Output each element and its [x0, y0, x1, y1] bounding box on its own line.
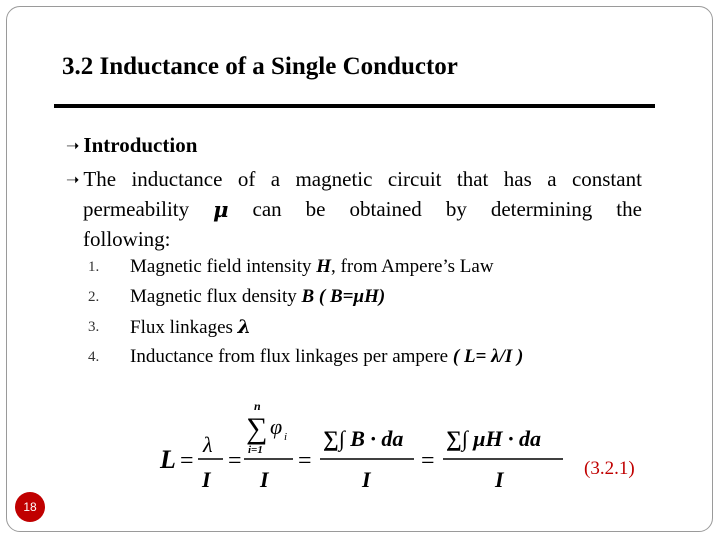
bullet-inductance-description — [66, 165, 642, 254]
bullet-word: constant — [571, 167, 642, 191]
eq-muH-da: ∑∫ μH · da — [446, 426, 542, 451]
bullet-word: has — [503, 167, 532, 191]
equation-number: (3.2.1) — [584, 458, 635, 479]
eq-lambda: λ — [203, 432, 213, 457]
bullet-word: a — [270, 167, 281, 191]
bullet-word: ➝ The — [66, 167, 117, 191]
step-number: 1. — [88, 259, 100, 275]
step-text: Flux linkages — [130, 317, 238, 338]
eq-phi: φ — [270, 414, 283, 439]
eq-L: L — [160, 445, 176, 474]
step-text: Magnetic field intensity — [130, 256, 317, 277]
step-text: Inductance from flux linkages per ampere — [130, 346, 453, 367]
eq-sum-upper: n — [254, 399, 261, 413]
step-symbol: ( L= λ/I ) — [452, 346, 524, 367]
bullet-word: of — [237, 167, 256, 191]
eq-equals-2: = — [228, 448, 242, 474]
bullet-word: circuit — [387, 167, 442, 191]
bullet-word: that — [456, 167, 489, 191]
bullet-word: permeability — [83, 197, 190, 221]
bullet-line-3: following: — [83, 227, 171, 251]
eq-equals-4: = — [421, 448, 435, 474]
eq-sum-symbol: ∑ — [246, 412, 268, 445]
bullet-word: inductance — [131, 167, 223, 191]
eq-equals-1: = — [180, 448, 194, 474]
bullet-line-1 — [66, 165, 642, 195]
step-number: 3. — [88, 319, 100, 335]
bullet-word: can — [252, 197, 282, 221]
bullet-word: a — [547, 167, 557, 191]
step-text: Magnetic flux density — [130, 286, 302, 307]
bullet-word: by — [445, 197, 467, 221]
bullet-word: be — [305, 197, 326, 221]
list-item — [88, 346, 523, 376]
bullet-word: determining — [490, 197, 593, 221]
step-symbol: λ — [237, 316, 251, 338]
bullet-line-2 — [83, 195, 642, 225]
eq-I-4: I — [495, 467, 504, 492]
steps-list — [88, 256, 523, 376]
eq-I-3: I — [362, 467, 371, 492]
step-symbol: B ( B=μH) — [301, 286, 386, 307]
step-number: 2. — [88, 289, 100, 305]
bullet-word: the — [616, 197, 642, 221]
eq-B-da: ∑∫ B · da — [323, 426, 404, 451]
bullet-introduction — [66, 131, 197, 161]
eq-equals-3: = — [298, 448, 312, 474]
inductance-equation — [158, 396, 568, 496]
eq-sum-lower: i=1 — [248, 444, 263, 456]
bullet-arrow-icon: ➝ — [66, 136, 80, 155]
bullet-word: magnetic — [295, 167, 373, 191]
step-number: 4. — [88, 349, 100, 365]
bullet-arrow-icon: ➝ — [66, 170, 80, 189]
intro-text: Introduction — [83, 133, 198, 157]
page-number-badge: 18 — [15, 492, 45, 522]
eq-I-2: I — [260, 467, 269, 492]
bullet-word: μ — [213, 197, 229, 222]
step-symbol: H — [316, 256, 332, 277]
title-underline — [54, 104, 655, 108]
eq-phi-subscript: i — [284, 431, 288, 443]
step-tail: , from Ampere’s Law — [331, 256, 494, 277]
bullet-word: obtained — [349, 197, 422, 221]
list-item — [88, 316, 523, 346]
slide-title: 3.2 Inductance of a Single Conductor — [62, 53, 458, 80]
eq-I-1: I — [202, 467, 211, 492]
list-item — [88, 256, 523, 286]
list-item — [88, 286, 523, 316]
